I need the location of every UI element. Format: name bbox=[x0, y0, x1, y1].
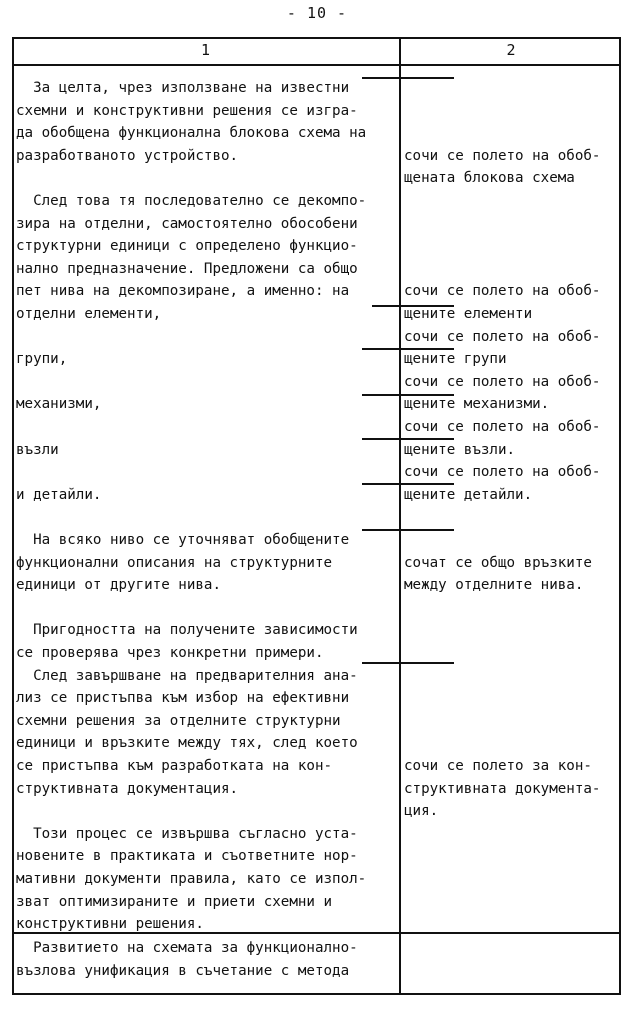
text-line: схемни решения за отделните структурни bbox=[16, 712, 341, 729]
connector-line bbox=[362, 529, 454, 531]
text-line: сочи се полето на обоб- bbox=[404, 419, 601, 435]
text-line: На всяко ниво се уточняват обобщените bbox=[16, 532, 350, 548]
bottom-row-divider bbox=[12, 932, 621, 934]
text-line: нално предназначение. Предложени са общо bbox=[16, 260, 358, 277]
text-line: щените детайли. bbox=[404, 486, 533, 503]
connector-line bbox=[362, 394, 454, 396]
text-line: щените механизми. bbox=[404, 396, 550, 413]
text-line: зира на отделни, самостоятелно обособени bbox=[16, 215, 358, 232]
text-line: лиз се пристъпва към избор на ефективни bbox=[16, 690, 350, 707]
text-line: структурни единици с определено функцио- bbox=[16, 238, 358, 255]
text-line: възли bbox=[16, 441, 59, 458]
text-line: се проверява чрез конкретни примери. bbox=[16, 645, 324, 661]
text-line: щените елементи bbox=[404, 306, 533, 322]
text-line: структивната документа- bbox=[404, 780, 601, 797]
connector-line bbox=[362, 662, 454, 664]
text-line: да обобщена функционална блокова схема на bbox=[16, 125, 367, 142]
connector-line bbox=[362, 483, 454, 485]
text-line: Пригодността на получените зависимости bbox=[16, 622, 358, 639]
text-line: щените възли. bbox=[404, 441, 516, 458]
text-line: групи, bbox=[16, 351, 68, 368]
text-line: възлова унификация в съчетание с метода bbox=[16, 962, 350, 979]
text-line: конструктивни решения. bbox=[16, 916, 204, 933]
text-line: Този процес се извършва съгласно уста- bbox=[16, 825, 358, 842]
connector-line bbox=[362, 348, 454, 350]
connector-line bbox=[362, 77, 454, 79]
text-line: сочи се полето на обоб- bbox=[404, 147, 601, 164]
text-line: сочи се полето на обоб- bbox=[404, 464, 601, 481]
text-line: сочи се полето на обоб- bbox=[404, 283, 601, 300]
text-line: новените в практиката и съответните нор- bbox=[16, 848, 358, 865]
text-line: сочат се общо връзките bbox=[404, 554, 592, 571]
text-line: Развитието на схемата за функционално- bbox=[16, 940, 358, 956]
text-line: сочи се полето на обоб- bbox=[404, 328, 601, 345]
text-line: щената блокова схема bbox=[404, 170, 575, 187]
text-line: За целта, чрез използване на известни bbox=[16, 80, 350, 96]
text-line: разработваното устройство. bbox=[16, 147, 239, 164]
text-line: пет нива на декомпозиране, а именно: на bbox=[16, 283, 350, 300]
text-line: се пристъпва към разработката на кон- bbox=[16, 758, 333, 774]
text-line: отделни елементи, bbox=[16, 306, 162, 322]
column-divider bbox=[399, 37, 401, 995]
text-line: структивната документация. bbox=[16, 780, 239, 797]
text-line: функционални описания на структурните bbox=[16, 554, 333, 571]
text-line: между отделните нива. bbox=[404, 577, 584, 594]
column-2-header: 2 bbox=[506, 41, 516, 59]
text-line: ция. bbox=[404, 803, 439, 820]
text-line: механизми, bbox=[16, 396, 102, 413]
text-line: След това тя последователно се декомпо- bbox=[16, 193, 367, 209]
header-divider bbox=[12, 64, 621, 66]
text-line: единици и връзките между тях, след което bbox=[16, 735, 358, 752]
text-line: щените групи bbox=[404, 351, 507, 368]
page-number: - 10 - bbox=[286, 4, 348, 22]
text-line: схемни и конструктивни решения се изгра- bbox=[16, 102, 358, 119]
connector-line bbox=[362, 438, 454, 440]
text-line: зват оптимизираните и приети схемни и bbox=[16, 893, 333, 910]
text-line: единици от другите нива. bbox=[16, 577, 221, 594]
text-line: сочи се полето за кон- bbox=[404, 758, 592, 774]
text-line: След завършване на предварителния ана- bbox=[16, 667, 358, 684]
text-line: мативни документи правила, като се изпол- bbox=[16, 871, 367, 887]
text-line: сочи се полето на обоб- bbox=[404, 373, 601, 390]
text-line: и детайли. bbox=[16, 486, 102, 503]
column-1-header: 1 bbox=[200, 41, 211, 59]
